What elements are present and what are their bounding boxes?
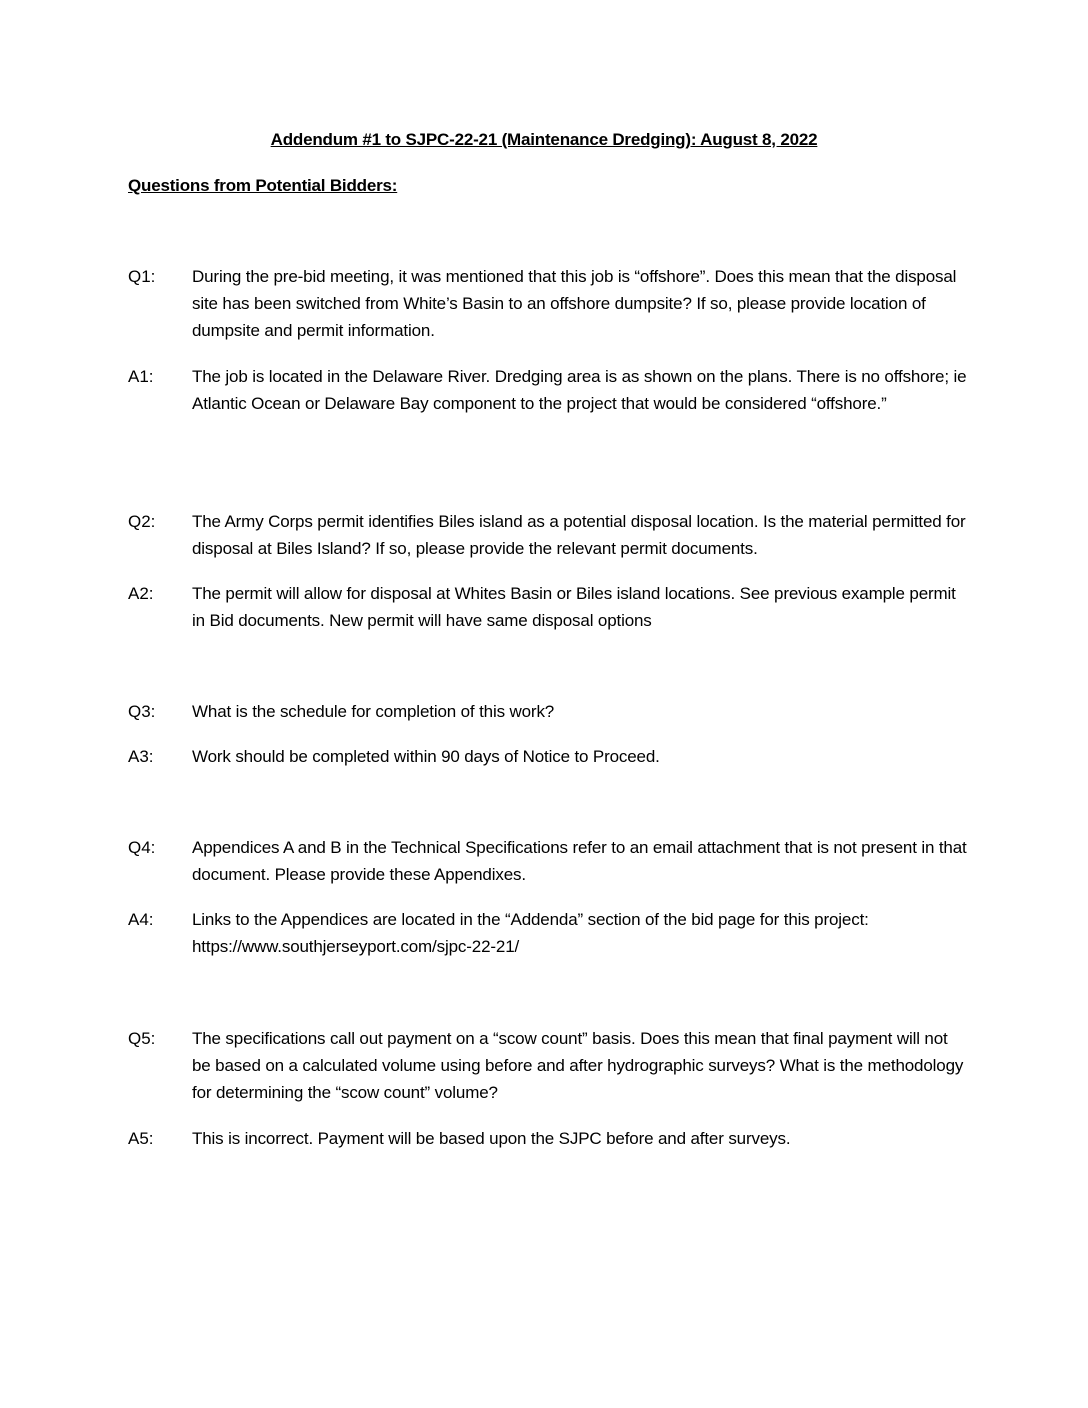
- answer-label: A4:: [128, 910, 154, 929]
- answer-1: [128, 363, 968, 417]
- answer-text: The job is located in the Delaware River. Dredging area is as shown on the plans. There is no offshore; ie Atlantic Ocean or Delaware Bay component to the project that would be considered “offshore.”: [192, 367, 967, 413]
- answer-2: [128, 580, 968, 634]
- answer-label: A2:: [128, 584, 154, 603]
- answer-text: Links to the Appendices are located in the “Addenda” section of the bid page for this project: https://www.southjerseyport.com/sjpc-22-21/: [192, 910, 869, 956]
- question-label: Q5:: [128, 1029, 156, 1048]
- question-2: [128, 508, 968, 562]
- answer-text: The permit will allow for disposal at Whites Basin or Biles island locations. See previous example permit in Bid documents. New permit will have same disposal options: [192, 584, 956, 630]
- question-text: The Army Corps permit identifies Biles island as a potential disposal location. Is the material permitted for disposal at Biles Island? If so, please provide the relevant permit documents.: [192, 512, 966, 558]
- question-text: The specifications call out payment on a “scow count” basis. Does this mean that final payment will not be based on a calculated volume using before and after hydrographic surveys? What is the methodology for determining the “scow count” volume?: [192, 1029, 964, 1102]
- section-heading: Questions from Potential Bidders:: [128, 176, 398, 195]
- question-label: Q1:: [128, 267, 156, 286]
- question-text: During the pre-bid meeting, it was mentioned that this job is “offshore”. Does this mean that the disposal site has been switched from White’s Basin to an offshore dumpsite? If so, please provide location of dumpsite and permit information.: [192, 267, 957, 340]
- question-text: Appendices A and B in the Technical Specifications refer to an email attachment that is not present in that document. Please provide these Appendixes.: [192, 838, 967, 884]
- answer-label: A1:: [128, 367, 154, 386]
- document-title: Addendum #1 to SJPC-22-21 (Maintenance Dredging): August 8, 2022: [270, 130, 818, 149]
- question-text: What is the schedule for completion of this work?: [192, 702, 555, 721]
- question-5: [128, 1025, 968, 1106]
- question-4: [128, 834, 968, 888]
- question-1: [128, 263, 968, 344]
- question-3: [128, 698, 968, 725]
- answer-4: [128, 906, 968, 960]
- answer-text: Work should be completed within 90 days of Notice to Proceed.: [192, 747, 660, 766]
- answer-label: A3:: [128, 747, 154, 766]
- question-label: Q3:: [128, 702, 156, 721]
- answer-5: [128, 1125, 968, 1152]
- question-label: Q2:: [128, 512, 156, 531]
- question-label: Q4:: [128, 838, 156, 857]
- answer-3: [128, 743, 968, 770]
- answer-text: This is incorrect. Payment will be based upon the SJPC before and after surveys.: [192, 1129, 791, 1148]
- answer-label: A5:: [128, 1129, 154, 1148]
